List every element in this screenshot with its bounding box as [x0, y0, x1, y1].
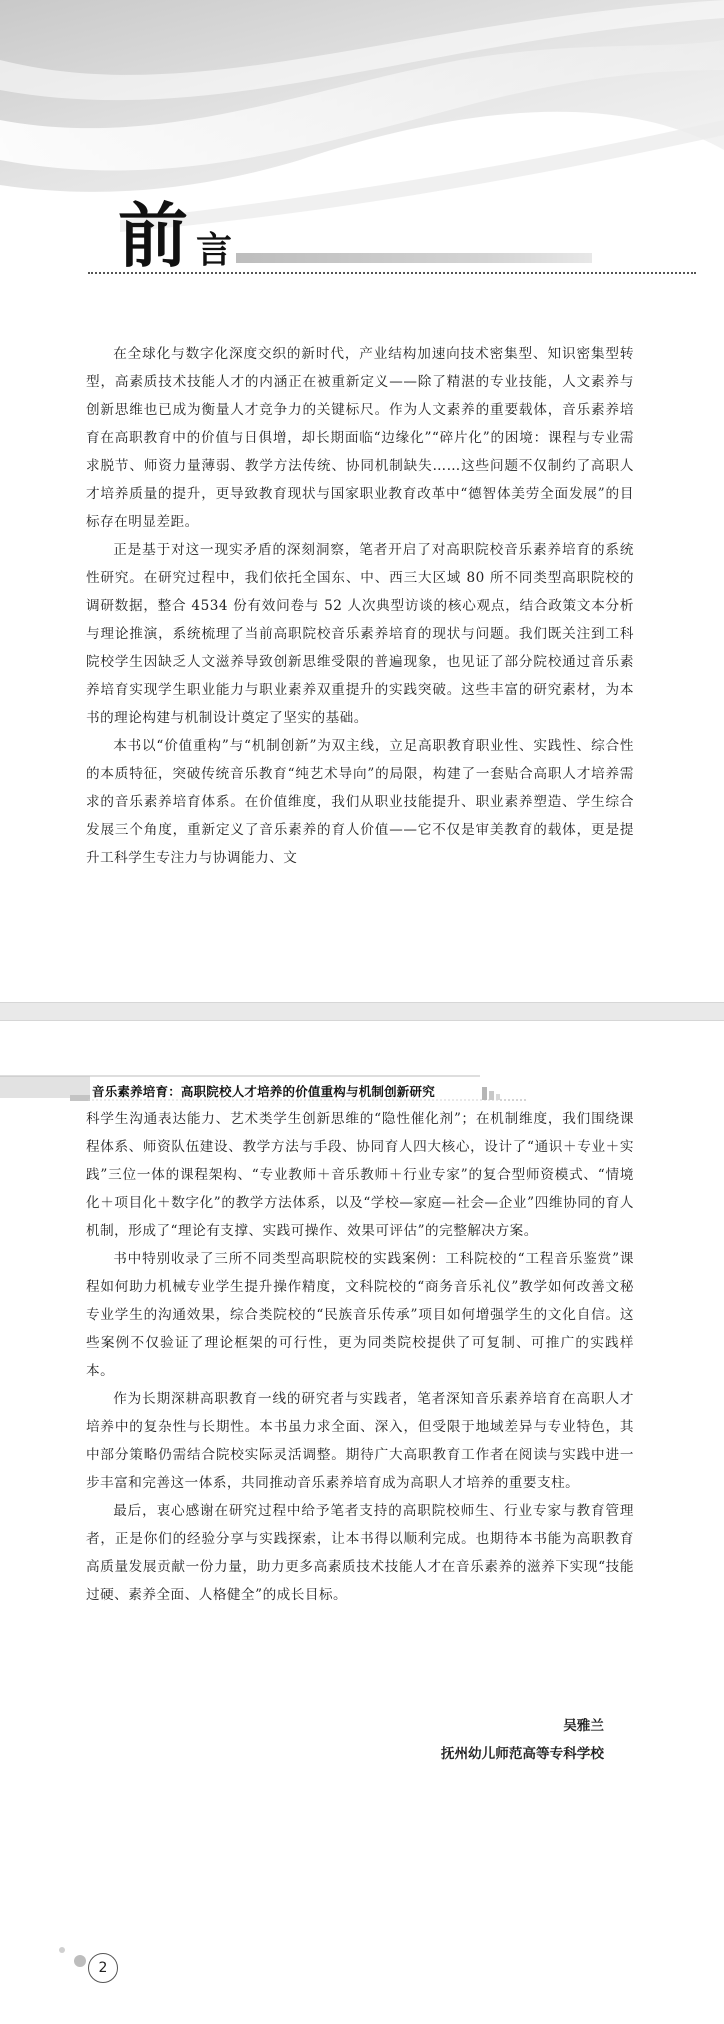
- running-header-title: 音乐素养培育：高职院校人才培养的价值重构与机制创新研究: [92, 1084, 435, 1099]
- decorative-dot: [59, 1947, 65, 1953]
- page-number-badge: [56, 1947, 116, 1987]
- signature-block: [304, 1021, 604, 1781]
- paragraph: 书中特别收录了三所不同类型高职院校的实践案例：工科院校的“工程音乐鉴赏”课程如何助力机械专业学生提升操作精度，文科院校的“商务音乐礼仪”教学如何改善文秘专业学生的沟通效果，综合类院校的“民族音乐传承”项目如何增强学生的文化自信。这些案例不仅验证了理论框架的可行性，更为同类院校提供了可复制、可推广的实践样本。: [86, 1251, 634, 1379]
- paragraph: 在全球化与数字化深度交织的新时代，产业结构加速向技术密集型、知识密集型转型，高素质技术技能人才的内涵正在被重新定义——除了精湛的专业技能，人文素养与创新思维也已成为衡量人才竞争力的关键标尺。作为人文素养的重要载体，音乐素养培育在高职教育中的价值与日俱增，却长期面临“边缘化”“碎片化”的困境：课程与专业需求脱节、师资力量薄弱、教学方法传统、协同机制缺失……这些问题不仅制约了高职人才培养质量的提升，更导致教育现状与国家职业教育改革中“德智体美劳全面发展”的目标存在明显差距。: [86, 346, 634, 530]
- page-1: [0, 0, 724, 1003]
- title-decorative-bar: [236, 253, 592, 263]
- decorative-dot: [74, 1955, 86, 1967]
- paragraph: 作为长期深耕高职教育一线的研究者与实践者，笔者深知音乐素养培育在高职人才培养中的复杂性与长期性。本书虽力求全面、深入，但受限于地域差异与专业特色，其中部分策略仍需结合院校实际灵活调整。期待广大高职教育工作者在阅读与实践中进一步丰富和完善这一体系，共同推动音乐素养培育成为高职人才培养的重要支柱。: [86, 1391, 634, 1491]
- title-dotted-rule: [88, 272, 696, 274]
- title-character-small: 言: [196, 229, 233, 271]
- paragraph: 最后，衷心感谢在研究过程中给予笔者支持的高职院校师生、行业专家与教育管理者，正是你们的经验分享与实践探索，让本书得以顺利完成。也期待本书能为高职教育高质量发展贡献一份力量，助力更多高素质技术技能人才在音乐素养的滋养下实现“技能过硬、素养全面、人格健全”的成长目标。: [86, 1503, 634, 1603]
- paragraph: 科学生沟通表达能力、艺术类学生创新思维的“隐性催化剂”；在机制维度，我们围绕课程体系、师资队伍建设、教学方法与手段、协同育人四大核心，设计了“通识＋专业＋实践”三位一体的课程架构、“专业教师＋音乐教师＋行业专家”的复合型师资模式、“情境化＋项目化＋数字化”的教学方法体系，以及“学校—家庭—社会—企业”四维协同的育人机制，形成了“理论有支撑、实践可操作、效果可评估”的完整解决方案。: [86, 1111, 634, 1239]
- author-affiliation: 抚州幼儿师范高等专科学校: [440, 1746, 604, 1762]
- paragraph: 本书以“价值重构”与“机制创新”为双主线，立足高职教育职业性、实践性、综合性的本质特征，突破传统音乐教育“纯艺术导向”的局限，构建了一套贴合高职人才培养需求的音乐素养培育体系。在价值维度，我们从职业技能提升、职业素养塑造、学生综合发展三个角度，重新定义了音乐素养的育人价值——它不仅是审美教育的载体，更是提升工科学生专注力与协调能力、文: [86, 738, 634, 866]
- title-character-big: 前: [118, 194, 188, 277]
- author-name: 吴雅兰: [563, 1718, 604, 1734]
- body-text: [86, 340, 634, 872]
- page-2: [0, 1020, 724, 2024]
- paragraph: 正是基于对这一现实矛盾的深刻洞察，笔者开启了对高职院校音乐素养培育的系统性研究。在研究过程中，我们依托全国东、中、西三大区域 80 所不同类型高职院校的调研数据，整合 4534 份有效问卷与 52 人次典型访谈的核心观点，结合政策文本分析与理论推演，系统梳理了当前高职院校音乐素养培育的现状与问题。我们既关注到工科院校学生因缺乏人文滋养导致创新思维受限的普遍现象，也见证了部分院校通过音乐素养培育实现学生职业能力与职业素养双重提升的实践突破。这些丰富的研究素材，为本书的理论构建与机制设计奠定了坚实的基础。: [86, 542, 634, 726]
- page-number: 2: [88, 1953, 118, 1983]
